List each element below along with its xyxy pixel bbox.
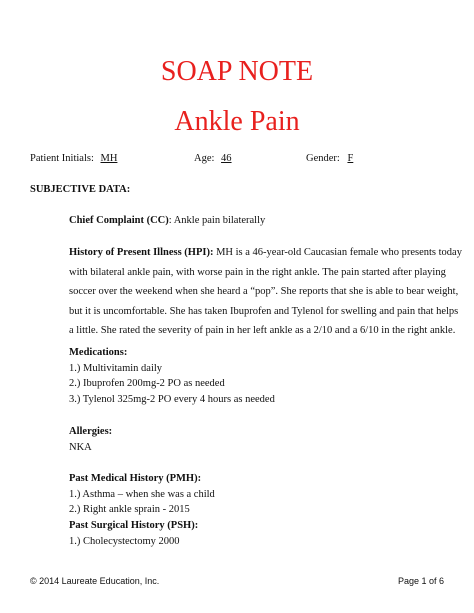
footer-page-number: Page 1 of 6	[397, 576, 444, 586]
hpi-label: History of Present Illness (HPI):	[69, 247, 214, 258]
document-subtitle: Ankle Pain	[174, 106, 300, 137]
pmh-item: 2.) Right ankle sprain - 2015	[69, 504, 190, 515]
hpi-line: a little. She rated the severity of pain in her left ankle as a 2/10 and a 6/10 in the right ankle.	[69, 325, 456, 337]
psh-item: 1.) Cholecystectomy 2000	[69, 536, 180, 547]
hpi-line: but it is uncomfortable. She has taken Ibuprofen and Tylenol for swelling and pain that helps	[69, 305, 459, 317]
patient-gender-label: Gender:	[306, 153, 340, 164]
allergies-value: NKA	[69, 442, 92, 453]
patient-initials-field	[30, 152, 143, 165]
hpi-line	[69, 243, 462, 263]
patient-age-field	[194, 152, 246, 165]
document-title: SOAP NOTE	[160, 56, 314, 87]
patient-initials-label: Patient Initials:	[30, 153, 94, 164]
hpi-line: soccer over the weekend when she heard a “pop”. She reports that she is able to bear weight,	[69, 286, 459, 298]
patient-gender-field	[306, 152, 365, 165]
medication-item: 1.) Multivitamin daily	[69, 363, 163, 374]
allergies-heading: Allergies:	[69, 426, 113, 437]
patient-age-value: 46	[221, 153, 232, 164]
medication-item: 3.) Tylenol 325mg-2 PO every 4 hours as needed	[69, 394, 275, 405]
pmh-item: 1.) Asthma – when she was a child	[69, 489, 215, 500]
hpi-text: MH is a 46-year-old Caucasian female who presents today	[213, 247, 462, 258]
patient-initials-value: MH	[100, 153, 118, 164]
chief-complaint-label: Chief Complaint (CC)	[69, 215, 169, 226]
hpi-paragraph	[69, 243, 462, 341]
medications-heading: Medications:	[69, 347, 128, 358]
subjective-heading: SUBJECTIVE DATA:	[30, 184, 131, 195]
chief-complaint	[69, 214, 265, 227]
footer-copyright: © 2014 Laureate Education, Inc.	[30, 576, 160, 586]
psh-heading: Past Surgical History (PSH):	[69, 520, 199, 531]
pmh-heading: Past Medical History (PMH):	[69, 473, 202, 484]
patient-gender-value: F	[347, 153, 354, 164]
patient-age-label: Age:	[194, 153, 215, 164]
hpi-line: with bilateral ankle pain, with worse pain in the right ankle. The pain started after playing	[69, 266, 446, 278]
chief-complaint-text: : Ankle pain bilaterally	[168, 215, 266, 226]
medication-item: 2.) Ibuprofen 200mg-2 PO as needed	[69, 378, 225, 389]
